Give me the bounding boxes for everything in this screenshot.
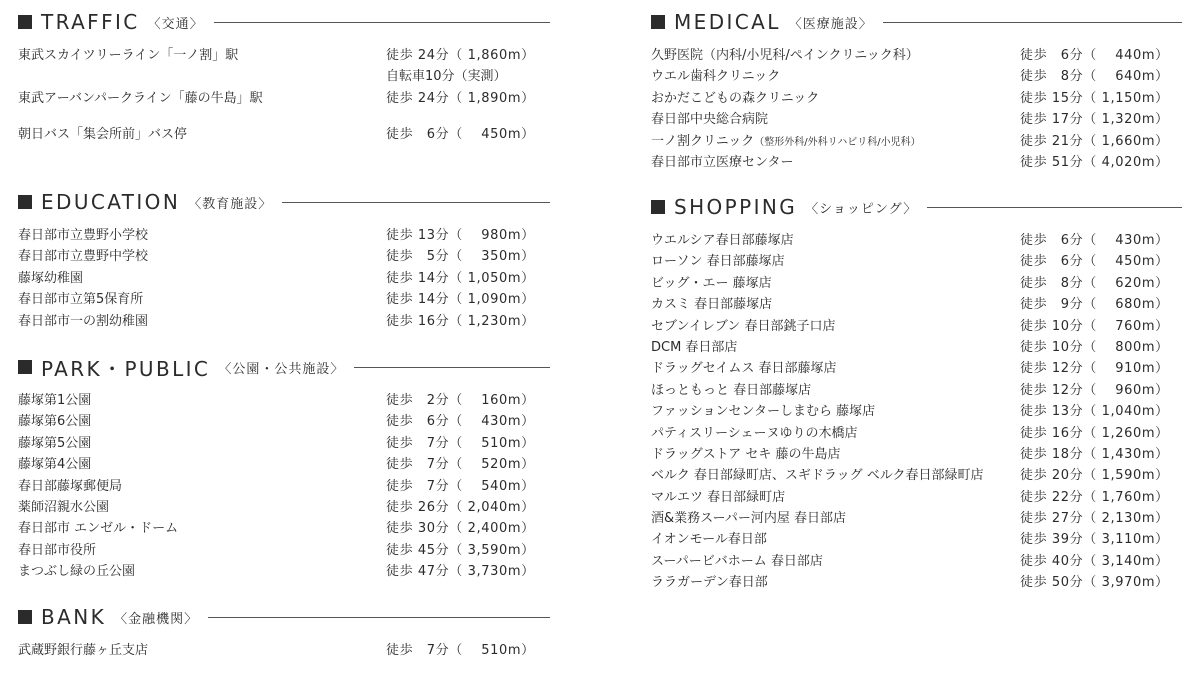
facility-name: 春日部市立第5保育所 bbox=[18, 292, 144, 308]
facility-name: おかだこどもの森クリニック bbox=[651, 90, 820, 106]
walk-distance: 徒歩 2分（ 160m） bbox=[386, 393, 535, 408]
list-item bbox=[651, 358, 1182, 379]
traffic-section bbox=[18, 10, 550, 190]
facility-name-main: 一ノ割クリニック bbox=[651, 133, 755, 149]
list-item bbox=[18, 225, 550, 246]
heading-rule bbox=[927, 207, 1182, 208]
facility-name: ビッグ・エー 藤塚店 bbox=[651, 275, 772, 291]
facility-name: 藤塚幼稚園 bbox=[18, 270, 84, 286]
section-subtitle: 〈教育施設〉 bbox=[188, 196, 273, 212]
walk-distance: 徒歩 12分（ 910m） bbox=[1020, 361, 1169, 377]
walk-distance: 徒歩 30分（ 2,400m） bbox=[386, 521, 535, 537]
section-subtitle: 〈ショッピング〉 bbox=[805, 201, 918, 217]
list-item bbox=[18, 246, 550, 267]
traffic-heading bbox=[18, 10, 550, 34]
walk-distance: 徒歩 7分（ 510m） bbox=[386, 643, 535, 658]
list-item bbox=[651, 572, 1182, 593]
list-item bbox=[18, 88, 550, 109]
facility-name: 藤塚第6公園 bbox=[18, 414, 92, 430]
right-column bbox=[651, 10, 1182, 594]
list-item bbox=[651, 465, 1182, 486]
section-subtitle: 〈公園・公共施設〉 bbox=[218, 361, 345, 377]
list-item bbox=[18, 45, 550, 66]
square-bullet-icon bbox=[18, 195, 32, 209]
walk-distance: 徒歩 40分（ 3,140m） bbox=[1020, 553, 1169, 569]
list-item bbox=[18, 124, 550, 145]
walk-distance: 徒歩 5分（ 350m） bbox=[386, 249, 535, 265]
walk-distance: 徒歩 26分（ 2,040m） bbox=[386, 499, 535, 515]
facility-name: 春日部市立豊野小学校 bbox=[18, 228, 149, 243]
facility-name: セブンイレブン 春日部銚子口店 bbox=[651, 318, 836, 334]
shopping-heading bbox=[651, 195, 1182, 219]
list-item bbox=[651, 230, 1182, 251]
walk-distance: 徒歩 8分（ 620m） bbox=[1020, 275, 1169, 291]
facility-name: 藤塚第1公園 bbox=[18, 393, 92, 408]
walk-distance: 徒歩 17分（ 1,320m） bbox=[1020, 112, 1169, 128]
list-item bbox=[651, 508, 1182, 529]
facility-name: 藤塚第5公園 bbox=[18, 435, 92, 451]
square-bullet-icon bbox=[651, 15, 665, 29]
walk-distance: 徒歩 20分（ 1,590m） bbox=[1020, 468, 1169, 484]
list-item bbox=[651, 251, 1182, 272]
list-item-note bbox=[18, 66, 550, 87]
walk-distance: 徒歩 45分（ 3,590m） bbox=[386, 542, 535, 558]
list-item bbox=[18, 540, 550, 561]
list-item bbox=[651, 294, 1182, 315]
walk-distance: 徒歩 16分（ 1,230m） bbox=[386, 313, 535, 329]
section-subtitle: 〈医療施設〉 bbox=[788, 16, 873, 32]
list-item bbox=[651, 45, 1182, 66]
list-item bbox=[651, 444, 1182, 465]
walk-distance: 徒歩 9分（ 680m） bbox=[1020, 297, 1169, 313]
walk-distance: 徒歩 21分（ 1,660m） bbox=[1020, 133, 1169, 149]
walk-distance: 徒歩 7分（ 540m） bbox=[386, 478, 535, 494]
walk-distance: 徒歩 51分（ 4,020m） bbox=[1020, 154, 1169, 170]
heading-rule bbox=[282, 202, 550, 203]
walk-distance: 徒歩 6分（ 440m） bbox=[1020, 48, 1169, 63]
bicycle-note: 自転車10分（実測） bbox=[386, 69, 507, 85]
facility-name: ララガーデン春日部 bbox=[651, 575, 768, 591]
section-title: BANK bbox=[41, 605, 107, 629]
bank-heading bbox=[18, 605, 550, 629]
education-section bbox=[18, 190, 550, 355]
walk-distance: 徒歩 6分（ 430m） bbox=[1020, 233, 1169, 248]
heading-rule bbox=[214, 22, 550, 23]
section-title: PARK・PUBLIC bbox=[41, 356, 211, 381]
facility-name: 東武アーバンパークライン「藤の牛島」駅 bbox=[18, 90, 263, 106]
facility-name: イオンモール春日部 bbox=[651, 532, 767, 548]
heading-rule bbox=[208, 617, 550, 618]
facility-name: 春日部藤塚郵便局 bbox=[18, 478, 123, 494]
facility-name: パティスリーシェーヌゆりの木橋店 bbox=[651, 425, 858, 441]
heading-rule bbox=[354, 367, 550, 368]
facility-name: 武蔵野銀行藤ヶ丘支店 bbox=[18, 643, 149, 658]
list-item bbox=[651, 66, 1182, 87]
bank-section bbox=[18, 605, 550, 661]
list-item bbox=[651, 487, 1182, 508]
facility-name bbox=[651, 131, 921, 153]
walk-distance: 徒歩 7分（ 520m） bbox=[386, 457, 535, 473]
list-item bbox=[651, 88, 1182, 109]
facility-name: まつぶし緑の丘公園 bbox=[18, 564, 136, 580]
list-item bbox=[18, 433, 550, 454]
facility-name: ほっともっと 春日部藤塚店 bbox=[651, 382, 812, 398]
facility-name: ドラッグストア セキ 藤の牛島店 bbox=[651, 446, 841, 462]
medical-heading bbox=[651, 10, 1182, 34]
medical-section bbox=[651, 10, 1182, 195]
section-title: TRAFFIC bbox=[41, 10, 140, 34]
park-public-section bbox=[18, 355, 550, 605]
list-item bbox=[651, 380, 1182, 401]
list-item bbox=[18, 454, 550, 475]
list-item bbox=[651, 131, 1182, 152]
facility-name: DCM 春日部店 bbox=[651, 339, 738, 355]
square-bullet-icon bbox=[651, 200, 665, 214]
list-item bbox=[651, 401, 1182, 422]
facility-name: ファッションセンターしまむら 藤塚店 bbox=[651, 404, 876, 420]
list-item bbox=[651, 551, 1182, 572]
list-item bbox=[18, 289, 550, 310]
section-title: SHOPPING bbox=[674, 195, 798, 219]
walk-distance: 徒歩 6分（ 450m） bbox=[386, 127, 535, 143]
facility-name: 春日部市立医療センター bbox=[651, 154, 794, 170]
list-item bbox=[651, 529, 1182, 550]
list-item bbox=[651, 316, 1182, 337]
facility-name: 久野医院（内科/小児科/ペインクリニック科） bbox=[651, 48, 919, 63]
list-item bbox=[18, 411, 550, 432]
facility-name: 春日部市一の割幼稚園 bbox=[18, 313, 149, 329]
facility-name: ローソン 春日部藤塚店 bbox=[651, 254, 785, 270]
walk-distance: 徒歩 15分（ 1,150m） bbox=[1020, 90, 1169, 106]
shopping-section bbox=[651, 195, 1182, 594]
walk-distance: 徒歩 16分（ 1,260m） bbox=[1020, 425, 1169, 441]
list-item bbox=[651, 337, 1182, 358]
facility-name: カスミ 春日部藤塚店 bbox=[651, 297, 773, 313]
walk-distance: 徒歩 50分（ 3,970m） bbox=[1020, 575, 1169, 591]
walk-distance: 徒歩 6分（ 430m） bbox=[386, 414, 535, 430]
walk-distance: 徒歩 24分（ 1,860m） bbox=[386, 48, 535, 63]
list-item bbox=[651, 109, 1182, 130]
list-item bbox=[18, 561, 550, 582]
walk-distance: 徒歩 24分（ 1,890m） bbox=[386, 90, 535, 106]
walk-distance: 徒歩 13分（ 1,040m） bbox=[1020, 404, 1169, 420]
facility-name: 東武スカイツリーライン「一ノ割」駅 bbox=[18, 48, 239, 63]
heading-rule bbox=[883, 22, 1182, 23]
walk-distance: 徒歩 10分（ 760m） bbox=[1020, 318, 1169, 334]
facility-name: ウエルシア春日部藤塚店 bbox=[651, 233, 794, 248]
list-item bbox=[651, 423, 1182, 444]
walk-distance: 徒歩 8分（ 640m） bbox=[1020, 69, 1169, 85]
facility-name: 春日部中央総合病院 bbox=[651, 112, 769, 128]
walk-distance: 徒歩 14分（ 1,090m） bbox=[386, 292, 535, 308]
list-item bbox=[18, 311, 550, 332]
facility-name: 春日部市立豊野中学校 bbox=[18, 249, 149, 265]
walk-distance: 徒歩 13分（ 980m） bbox=[386, 228, 535, 243]
walk-distance: 徒歩 27分（ 2,130m） bbox=[1020, 511, 1169, 527]
facility-name: スーパービバホーム 春日部店 bbox=[651, 553, 823, 569]
list-item bbox=[18, 476, 550, 497]
square-bullet-icon bbox=[18, 360, 32, 374]
list-item bbox=[651, 152, 1182, 173]
facility-departments: （整形外科/外科リハビリ科/小児科） bbox=[754, 136, 921, 148]
left-column bbox=[18, 10, 550, 661]
section-title: EDUCATION bbox=[41, 190, 181, 214]
facility-name: マルエツ 春日部緑町店 bbox=[651, 489, 786, 505]
facility-name: 春日部市 エンゼル・ドーム bbox=[18, 521, 179, 537]
walk-distance: 徒歩 12分（ 960m） bbox=[1020, 382, 1169, 398]
facility-name: ウエル歯科クリニック bbox=[651, 69, 781, 85]
facility-name: 藤塚第4公園 bbox=[18, 457, 92, 473]
section-subtitle: 〈金融機関〉 bbox=[114, 611, 199, 627]
facility-name: 春日部市役所 bbox=[18, 542, 97, 558]
walk-distance: 徒歩 18分（ 1,430m） bbox=[1020, 446, 1169, 462]
education-heading bbox=[18, 190, 550, 214]
square-bullet-icon bbox=[18, 15, 32, 29]
section-subtitle: 〈交通〉 bbox=[147, 16, 204, 32]
walk-distance: 徒歩 7分（ 510m） bbox=[386, 435, 535, 451]
facility-name: 酒&業務スーパー河内屋 春日部店 bbox=[651, 511, 846, 527]
walk-distance: 徒歩 47分（ 3,730m） bbox=[386, 564, 535, 580]
walk-distance: 徒歩 22分（ 1,760m） bbox=[1020, 489, 1169, 505]
walk-distance: 徒歩 6分（ 450m） bbox=[1020, 254, 1169, 270]
walk-distance: 徒歩 39分（ 3,110m） bbox=[1020, 532, 1169, 548]
list-item bbox=[18, 497, 550, 518]
square-bullet-icon bbox=[18, 610, 32, 624]
list-item bbox=[18, 640, 550, 661]
list-item bbox=[18, 518, 550, 539]
shopping-list bbox=[651, 230, 1182, 594]
facility-name: ベルク 春日部緑町店、スギドラッグ ベルク春日部緑町店 bbox=[651, 468, 984, 484]
section-title: MEDICAL bbox=[674, 10, 781, 34]
facility-name: 薬師沼親水公園 bbox=[18, 499, 110, 515]
list-item bbox=[651, 273, 1182, 294]
park-heading bbox=[18, 355, 550, 379]
facility-name: ドラッグセイムス 春日部藤塚店 bbox=[651, 361, 837, 377]
walk-distance: 徒歩 10分（ 800m） bbox=[1020, 339, 1169, 355]
list-item bbox=[18, 268, 550, 289]
list-item bbox=[18, 390, 550, 411]
facility-name: 朝日バス「集会所前」バス停 bbox=[18, 127, 188, 143]
walk-distance: 徒歩 14分（ 1,050m） bbox=[386, 270, 535, 286]
